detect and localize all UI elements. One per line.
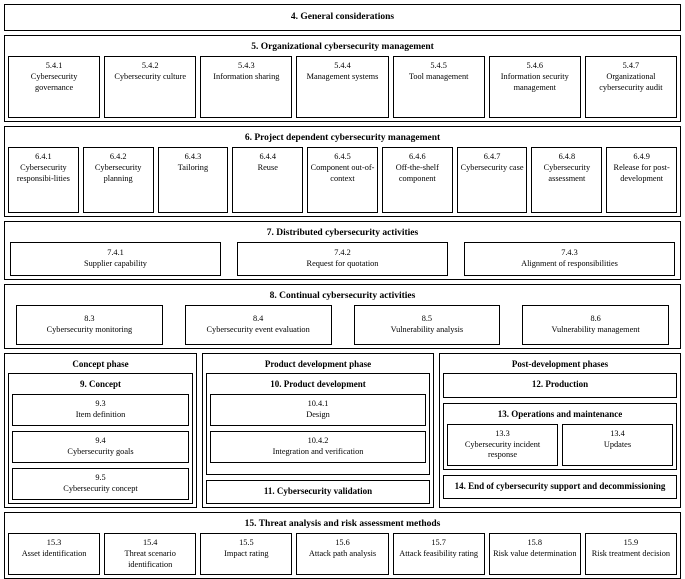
cell-row [8,56,677,118]
phase-post-development [439,353,681,508]
block-label: Cybersecurity concept [63,483,138,493]
block-5-4-6 [489,56,581,118]
block-11-cybersecurity-validation: 11. Cybersecurity validation [206,480,430,505]
block-label: Cybersecurity case [460,163,524,172]
operations-maintenance-inner [443,403,677,470]
cell-row [8,147,677,213]
block-5-4-3 [200,56,292,118]
block-number: 8.3 [84,314,95,324]
block-number: 5.4.6 [526,61,544,70]
block-number: 15.7 [431,538,446,547]
section-distributed-cybersecurity-activities [4,221,681,280]
block-9-4 [12,431,189,463]
section-continual-cybersecurity-activities [4,284,681,349]
block-number: 6.4.4 [259,152,277,161]
block-label: Updates [603,439,632,449]
block-label: Cybersecurity culture [114,72,187,81]
block-5-4-4 [296,56,388,118]
block-number: 6.4.3 [184,152,202,161]
block-number: 6.4.9 [633,152,650,161]
block-number: 5.4.5 [430,61,447,70]
phase-title: Product development phase [264,359,372,369]
block-label: Alignment of responsibilities [521,259,618,269]
block-number: 7.4.2 [334,248,351,258]
inner-title: 9. Concept [80,379,121,389]
block-10-4-1 [210,394,426,426]
block-13-4 [562,424,673,466]
phase-title: Concept phase [72,359,129,369]
block-15-6 [296,533,388,575]
block-label: Cybersecurity planning [94,163,142,183]
block-label: Risk treatment decision [591,549,671,558]
block-number: 8.5 [421,314,433,324]
block-14-end-of-support: 14. End of cybersecurity support and decommissioning [443,475,677,500]
block-6-4-3 [158,147,229,213]
section-title: 5. Organizational cybersecurity management [251,42,434,52]
concept-inner [8,373,193,504]
block-label: Supplier capability [84,259,147,269]
block-number: 10.4.2 [307,436,329,445]
block-number: 13.3 [495,428,510,438]
cell-row [8,533,677,575]
block-8-4 [185,305,332,345]
block-label: Item definition [75,409,126,419]
post-items [443,373,677,499]
block-13-3 [447,424,558,466]
block-label: Cybersecurity responsibi-lities [16,163,70,183]
block-15-5 [200,533,292,575]
section-title: 8. Continual cybersecurity activities [269,291,416,301]
block-6-4-6 [382,147,453,213]
block-9-3 [12,394,189,426]
block-label: Attack path analysis [308,549,377,558]
section-title: 7. Distributed cybersecurity activities [266,228,419,238]
block-number: 5.4.1 [45,61,63,70]
block-7-4-1 [10,242,221,276]
block-15-8 [489,533,581,575]
section-title: 15. Threat analysis and risk assessment methods [244,519,441,529]
block-6-4-8 [531,147,602,213]
inner-title: 13. Operations and maintenance [497,408,623,419]
block-label: Cybersecurity monitoring [46,325,133,335]
block-number: 6.4.8 [558,152,576,161]
block-label: Information sharing [213,72,280,81]
block-label: Tailoring [177,163,209,172]
inner-title: 10. Product development [270,379,366,389]
block-10-4-2 [210,431,426,463]
phases-band [4,353,681,508]
block-number: 9.5 [95,473,106,482]
block-6-4-1 [8,147,79,213]
block-15-7 [393,533,485,575]
block-label: Impact rating [224,549,269,558]
block-label: Tool management [408,72,469,81]
product-items [210,394,426,463]
phase-title: Post-development phases [511,359,609,369]
block-number: 15.8 [527,538,543,547]
block-number: 5.4.2 [141,61,159,70]
block-9-5 [12,468,189,500]
block-label: Attack feasibility rating [399,549,479,558]
block-5-4-2 [104,56,196,118]
block-label: Reuse [257,163,278,172]
block-number: 6.4.6 [409,152,426,161]
block-number: 6.4.5 [334,152,351,161]
cell-row [8,242,677,276]
block-label: Asset identification [21,549,87,558]
block-number: 15.4 [142,538,158,547]
diagram-canvas [0,4,685,569]
block-label: Cybersecurity incident response [464,439,541,459]
block-6-4-4 [232,147,303,213]
block-number: 15.5 [239,538,254,547]
block-label: Integration and verification [272,446,364,456]
block-12-production: 12. Production [443,373,677,398]
block-7-4-2 [237,242,448,276]
block-number: 15.6 [335,538,350,547]
phase-product-development [202,353,434,508]
block-label: Risk value determination [493,549,577,558]
block-5-4-7 [585,56,677,118]
block-label: Cybersecurity governance [30,72,78,92]
block-8-5 [354,305,501,345]
block-number: 6.4.7 [483,152,501,161]
section-title: 6. Project dependent cybersecurity management [244,133,441,143]
block-number: 9.3 [95,399,106,408]
block-6-4-5 [307,147,378,213]
block-number: 10.4.1 [307,399,329,408]
block-15-4 [104,533,196,575]
block-label: Request for quotation [306,259,379,269]
block-8-6 [522,305,669,345]
block-number: 5.4.4 [334,61,351,70]
block-5-4-5 [393,56,485,118]
block-number: 7.4.3 [561,248,578,258]
section-general-considerations [4,4,681,31]
block-6-4-9 [606,147,677,213]
block-number: 6.4.2 [109,152,127,161]
block-label: Component out-of-context [310,163,375,183]
block-number: 7.4.1 [107,248,124,258]
block-number: 5.4.3 [238,61,255,70]
block-7-4-3 [464,242,675,276]
block-number: 15.9 [623,538,639,547]
block-label: Cybersecurity event evaluation [206,325,310,335]
block-8-3 [16,305,163,345]
block-6-4-7 [457,147,528,213]
section-organizational-cybersecurity-management [4,35,681,122]
cell-row [8,305,677,345]
block-label: Management systems [306,72,379,81]
block-number: 8.4 [252,314,264,324]
phase-concept [4,353,197,508]
section-threat-analysis-and-risk-assessment-methods [4,512,681,579]
block-6-4-2 [83,147,154,213]
block-label: Cybersecurity goals [67,446,134,456]
section-project-dependent-cybersecurity-management [4,126,681,217]
block-label: Vulnerability management [551,325,640,335]
block-label: Cybersecurity assessment [543,163,591,183]
block-label: Release for post-development [613,163,670,183]
operations-items [447,424,673,466]
section-title: 4. General considerations [290,12,395,22]
block-number: 6.4.1 [35,152,52,161]
product-development-inner [206,373,430,475]
block-label: Off-the-shelf component [395,163,439,183]
block-5-4-1 [8,56,100,118]
block-15-9 [585,533,677,575]
concept-items [12,394,189,500]
block-number: 8.6 [590,314,601,324]
block-label: Organizational cybersecurity audit [599,72,663,92]
block-label: Design [306,409,330,419]
block-number: 15.3 [46,538,62,547]
block-label: Threat scenario identification [124,549,176,569]
block-label: Information security management [500,72,569,92]
block-number: 9.4 [95,436,106,445]
block-number: 13.4 [610,428,625,438]
block-label: Vulnerability analysis [390,325,464,335]
block-number: 5.4.7 [622,61,640,70]
block-15-3 [8,533,100,575]
